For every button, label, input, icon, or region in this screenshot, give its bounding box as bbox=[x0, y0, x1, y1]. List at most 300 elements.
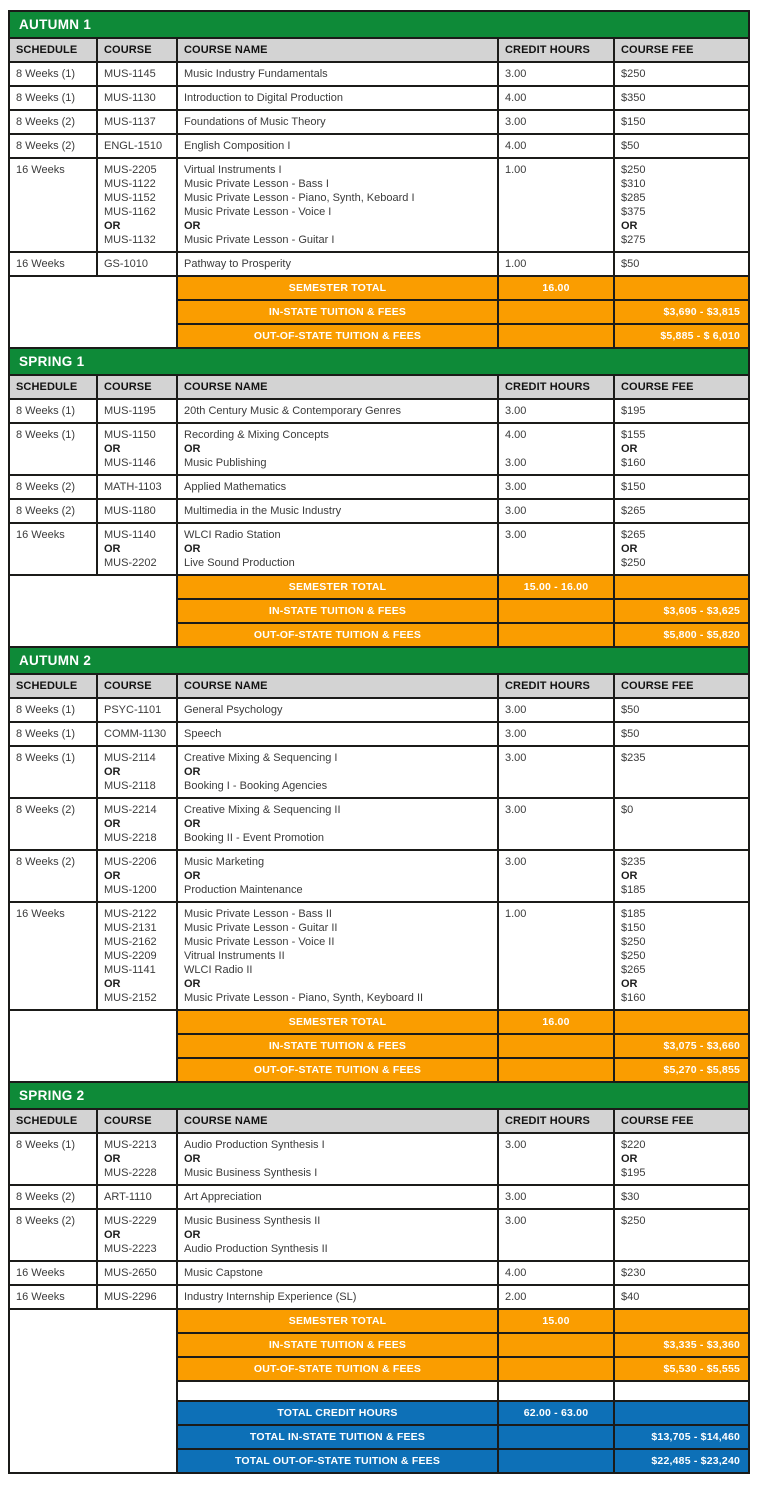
credit-hours-cell bbox=[498, 399, 614, 423]
course-fee-cell-line: $285 bbox=[621, 192, 646, 204]
totals-left-blank-cell bbox=[9, 1010, 177, 1082]
total-fee-cell: $5,530 - $5,555 bbox=[614, 1357, 749, 1381]
semester-total-row bbox=[9, 276, 749, 300]
credit-hours-cell-line: 4.00 bbox=[505, 92, 527, 104]
section-header-spring-1: SPRING 1 bbox=[9, 348, 749, 375]
course-cell-line: MUS-1195 bbox=[104, 405, 156, 417]
course-fee-cell bbox=[614, 798, 749, 850]
course-cell-line: ART-1110 bbox=[104, 1191, 152, 1203]
course-name-cell-line: Industry Internship Experience (SL) bbox=[184, 1291, 357, 1303]
course-cell-line: PSYC-1101 bbox=[104, 704, 162, 716]
column-header-row bbox=[9, 38, 749, 62]
credit-hours-cell bbox=[498, 698, 614, 722]
course-name-cell-line: OR bbox=[184, 1229, 201, 1241]
totals-left-blank-cell bbox=[9, 1309, 177, 1473]
column-header-schedule: SCHEDULE bbox=[9, 375, 97, 399]
course-cell bbox=[97, 1209, 177, 1261]
course-cell-line: COMM-1130 bbox=[104, 728, 167, 740]
credit-hours-cell-line: 3.00 bbox=[505, 481, 527, 493]
course-name-cell bbox=[177, 902, 498, 1010]
total-label-cell: SEMESTER TOTAL bbox=[177, 575, 498, 599]
course-cell bbox=[97, 399, 177, 423]
credit-hours-cell-line: 3.00 bbox=[505, 704, 527, 716]
course-fee-cell bbox=[614, 158, 749, 252]
course-fee-cell-line: $265 bbox=[621, 505, 646, 517]
schedule-cell-line: 8 Weeks (1) bbox=[16, 704, 76, 716]
column-header-course-fee: COURSE FEE bbox=[614, 1109, 749, 1133]
credit-hours-cell-line: 3.00 bbox=[505, 1191, 527, 1203]
column-header-schedule: SCHEDULE bbox=[9, 674, 97, 698]
course-cell bbox=[97, 698, 177, 722]
course-cell-line: MUS-2228 bbox=[104, 1167, 157, 1179]
credit-hours-cell bbox=[498, 158, 614, 252]
schedule-cell bbox=[9, 399, 97, 423]
course-cell bbox=[97, 850, 177, 902]
total-label-cell: OUT-OF-STATE TUITION & FEES bbox=[177, 324, 498, 348]
course-cell-line: MUS-1200 bbox=[104, 884, 157, 896]
course-name-cell bbox=[177, 86, 498, 110]
column-header-course: COURSE bbox=[97, 1109, 177, 1133]
course-name-cell bbox=[177, 850, 498, 902]
total-credit-cell bbox=[498, 324, 614, 348]
course-cell bbox=[97, 499, 177, 523]
credit-hours-cell-line: 4.00 bbox=[505, 429, 527, 441]
course-cell-line: OR bbox=[104, 978, 121, 990]
course-fee-cell-line: $230 bbox=[621, 1267, 646, 1279]
course-cell-line: OR bbox=[104, 443, 121, 455]
course-fee-cell-line: $150 bbox=[621, 116, 646, 128]
course-fee-cell-line: $235 bbox=[621, 856, 646, 868]
credit-hours-cell bbox=[498, 62, 614, 86]
column-header-row bbox=[9, 375, 749, 399]
course-name-cell-line: Booking I - Booking Agencies bbox=[184, 780, 328, 792]
total-credit-cell bbox=[498, 300, 614, 324]
course-fee-cell-line: $220 bbox=[621, 1139, 646, 1151]
course-fee-cell-line: $310 bbox=[621, 178, 646, 190]
course-fee-cell-line: $265 bbox=[621, 964, 646, 976]
course-cell-line: OR bbox=[104, 1153, 121, 1165]
course-name-cell-line: Music Private Lesson - Bass II bbox=[184, 908, 332, 920]
course-fee-cell-line: $150 bbox=[621, 922, 646, 934]
course-row bbox=[9, 1209, 749, 1261]
course-cell bbox=[97, 423, 177, 475]
schedule-cell bbox=[9, 62, 97, 86]
schedule-cell bbox=[9, 850, 97, 902]
credit-hours-cell bbox=[498, 423, 614, 475]
course-fee-cell-line: $235 bbox=[621, 752, 646, 764]
course-name-cell-line: Music Private Lesson - Voice II bbox=[184, 936, 335, 948]
schedule-cell bbox=[9, 252, 97, 276]
course-row bbox=[9, 423, 749, 475]
course-cell-line: OR bbox=[104, 870, 121, 882]
schedule-cell bbox=[9, 475, 97, 499]
course-name-cell bbox=[177, 798, 498, 850]
schedule-cell-line: 8 Weeks (2) bbox=[16, 140, 76, 152]
course-cell-line: MUS-1122 bbox=[104, 178, 156, 190]
schedule-cell bbox=[9, 158, 97, 252]
total-credit-cell bbox=[498, 1034, 614, 1058]
schedule-cell bbox=[9, 1133, 97, 1185]
schedule-cell bbox=[9, 902, 97, 1010]
grand-total-label-cell: TOTAL CREDIT HOURS bbox=[177, 1401, 498, 1425]
course-row bbox=[9, 523, 749, 575]
credit-hours-cell-line: 1.00 bbox=[505, 908, 527, 920]
spacer-cell bbox=[498, 1381, 614, 1401]
course-cell-line: MUS-1137 bbox=[104, 116, 156, 128]
column-header-credit-hours: CREDIT HOURS bbox=[498, 1109, 614, 1133]
credit-hours-cell bbox=[498, 475, 614, 499]
course-cell bbox=[97, 1185, 177, 1209]
total-credit-cell bbox=[498, 599, 614, 623]
course-name-cell bbox=[177, 1209, 498, 1261]
schedule-cell bbox=[9, 722, 97, 746]
course-fee-cell bbox=[614, 1261, 749, 1285]
course-name-cell bbox=[177, 252, 498, 276]
course-row bbox=[9, 86, 749, 110]
course-name-cell-line: Art Appreciation bbox=[184, 1191, 262, 1203]
grand-total-credit-cell: 62.00 - 63.00 bbox=[498, 1401, 614, 1425]
course-name-cell-line: OR bbox=[184, 220, 201, 232]
course-name-cell-line: Vitrual Instruments II bbox=[184, 950, 285, 962]
total-fee-cell bbox=[614, 1010, 749, 1034]
course-cell-line: MUS-2114 bbox=[104, 752, 156, 764]
course-fee-cell-line: OR bbox=[621, 1153, 638, 1165]
credit-hours-cell bbox=[498, 1209, 614, 1261]
total-fee-cell bbox=[614, 276, 749, 300]
course-fee-cell bbox=[614, 62, 749, 86]
course-fee-cell bbox=[614, 746, 749, 798]
course-name-cell bbox=[177, 399, 498, 423]
course-fee-cell-line: $275 bbox=[621, 234, 646, 246]
credit-hours-cell-line: 3.00 bbox=[505, 856, 527, 868]
course-cell-line: MUS-2131 bbox=[104, 922, 157, 934]
credit-hours-cell-line: 3.00 bbox=[505, 728, 527, 740]
course-cell-line: MUS-2202 bbox=[104, 557, 157, 569]
total-credit-cell bbox=[498, 1333, 614, 1357]
course-name-cell-line: Audio Production Synthesis II bbox=[184, 1243, 328, 1255]
course-name-cell-line: Music Capstone bbox=[184, 1267, 263, 1279]
total-label-cell: SEMESTER TOTAL bbox=[177, 1309, 498, 1333]
course-name-cell bbox=[177, 1185, 498, 1209]
course-row bbox=[9, 134, 749, 158]
course-cell-line: MUS-2118 bbox=[104, 780, 156, 792]
course-fee-cell bbox=[614, 902, 749, 1010]
total-label-cell: IN-STATE TUITION & FEES bbox=[177, 1333, 498, 1357]
course-name-cell-line: Music Private Lesson - Piano, Synth, Keboard I bbox=[184, 192, 415, 204]
course-cell bbox=[97, 62, 177, 86]
schedule-cell-line: 8 Weeks (2) bbox=[16, 1191, 76, 1203]
course-fee-cell-line: OR bbox=[621, 220, 638, 232]
course-cell-line: MUS-2650 bbox=[104, 1267, 157, 1279]
course-cell bbox=[97, 523, 177, 575]
section-header-autumn-2: AUTUMN 2 bbox=[9, 647, 749, 674]
course-cell bbox=[97, 1285, 177, 1309]
total-label-cell: SEMESTER TOTAL bbox=[177, 1010, 498, 1034]
credit-hours-cell bbox=[498, 252, 614, 276]
course-fee-cell bbox=[614, 86, 749, 110]
course-name-cell-line: Music Marketing bbox=[184, 856, 265, 868]
credit-hours-cell bbox=[498, 499, 614, 523]
course-cell-line: MUS-1141 bbox=[104, 964, 156, 976]
course-fee-cell bbox=[614, 1285, 749, 1309]
course-row bbox=[9, 1285, 749, 1309]
course-fee-cell-line: $160 bbox=[621, 992, 646, 1004]
schedule-cell bbox=[9, 134, 97, 158]
column-header-credit-hours: CREDIT HOURS bbox=[498, 375, 614, 399]
course-fee-cell-line: $150 bbox=[621, 481, 646, 493]
course-cell-line: MUS-2218 bbox=[104, 832, 157, 844]
course-name-cell bbox=[177, 1285, 498, 1309]
course-fee-cell bbox=[614, 252, 749, 276]
course-name-cell bbox=[177, 499, 498, 523]
credit-hours-cell bbox=[498, 1261, 614, 1285]
course-cell bbox=[97, 475, 177, 499]
credit-hours-cell bbox=[498, 850, 614, 902]
course-row bbox=[9, 746, 749, 798]
course-name-cell-line: Audio Production Synthesis I bbox=[184, 1139, 325, 1151]
total-fee-cell: $3,605 - $3,625 bbox=[614, 599, 749, 623]
section-title-row bbox=[9, 1082, 749, 1109]
course-cell-line: MUS-2205 bbox=[104, 164, 157, 176]
course-cell-line: MUS-1130 bbox=[104, 92, 156, 104]
credit-hours-cell bbox=[498, 110, 614, 134]
course-cell-line: MUS-1146 bbox=[104, 457, 156, 469]
course-cell bbox=[97, 902, 177, 1010]
schedule-cell-line: 16 Weeks bbox=[16, 1291, 65, 1303]
course-fee-cell-line: $40 bbox=[621, 1291, 640, 1303]
course-cell bbox=[97, 798, 177, 850]
credit-hours-cell-line: 4.00 bbox=[505, 140, 527, 152]
schedule-cell bbox=[9, 86, 97, 110]
course-cell-line: OR bbox=[104, 543, 121, 555]
course-fee-cell bbox=[614, 722, 749, 746]
course-cell bbox=[97, 722, 177, 746]
total-credit-cell: 16.00 bbox=[498, 276, 614, 300]
credit-hours-cell-line: 3.00 bbox=[505, 116, 527, 128]
schedule-cell bbox=[9, 698, 97, 722]
course-name-cell-line: Music Private Lesson - Bass I bbox=[184, 178, 329, 190]
course-cell-line: OR bbox=[104, 1229, 121, 1241]
spacer-cell bbox=[177, 1381, 498, 1401]
column-header-course: COURSE bbox=[97, 674, 177, 698]
total-credit-cell: 15.00 bbox=[498, 1309, 614, 1333]
schedule-cell bbox=[9, 423, 97, 475]
grand-total-fee-cell: $22,485 - $23,240 bbox=[614, 1449, 749, 1473]
totals-left-blank-cell bbox=[9, 575, 177, 647]
credit-hours-cell-line: 2.00 bbox=[505, 1291, 527, 1303]
column-header-course: COURSE bbox=[97, 38, 177, 62]
section-title-row bbox=[9, 348, 749, 375]
course-name-cell bbox=[177, 523, 498, 575]
course-name-cell-line: Virtual Instruments I bbox=[184, 164, 282, 176]
course-fee-cell bbox=[614, 1185, 749, 1209]
course-name-cell-line: Pathway to Prosperity bbox=[184, 258, 291, 270]
course-name-cell-line: Music Private Lesson - Piano, Synth, Keyboard II bbox=[184, 992, 424, 1004]
course-cell-line: ENGL-1510 bbox=[104, 140, 163, 152]
column-header-course-fee: COURSE FEE bbox=[614, 38, 749, 62]
course-name-cell bbox=[177, 722, 498, 746]
schedule-cell bbox=[9, 798, 97, 850]
course-cell-line: MATH-1103 bbox=[104, 481, 162, 493]
spacer-cell bbox=[614, 1381, 749, 1401]
course-name-cell-line: Recording & Mixing Concepts bbox=[184, 429, 329, 441]
course-row bbox=[9, 1185, 749, 1209]
course-name-cell-line: OR bbox=[184, 766, 201, 778]
total-fee-cell: $5,800 - $5,820 bbox=[614, 623, 749, 647]
course-fee-cell-line: $350 bbox=[621, 92, 646, 104]
grand-total-label-cell: TOTAL OUT-OF-STATE TUITION & FEES bbox=[177, 1449, 498, 1473]
schedule-cell-line: 8 Weeks (1) bbox=[16, 728, 76, 740]
course-cell bbox=[97, 134, 177, 158]
credit-hours-cell bbox=[498, 902, 614, 1010]
section-title-row bbox=[9, 11, 749, 38]
credit-hours-cell bbox=[498, 1285, 614, 1309]
course-name-cell-line: Music Private Lesson - Guitar II bbox=[184, 922, 338, 934]
column-header-course-name: COURSE NAME bbox=[177, 38, 498, 62]
course-name-cell-line: WLCI Radio Station bbox=[184, 529, 281, 541]
course-fee-cell-line: OR bbox=[621, 443, 638, 455]
course-cell-line: MUS-2223 bbox=[104, 1243, 157, 1255]
course-fee-cell-line: $155 bbox=[621, 429, 646, 441]
course-name-cell bbox=[177, 698, 498, 722]
course-fee-cell-line: $160 bbox=[621, 457, 646, 469]
course-fee-cell bbox=[614, 698, 749, 722]
total-fee-cell: $3,075 - $3,660 bbox=[614, 1034, 749, 1058]
course-cell-line: MUS-1145 bbox=[104, 68, 156, 80]
course-row bbox=[9, 399, 749, 423]
course-name-cell-line: Applied Mathematics bbox=[184, 481, 287, 493]
schedule-cell-line: 8 Weeks (1) bbox=[16, 752, 76, 764]
credit-hours-cell-line: 3.00 bbox=[505, 804, 527, 816]
course-row bbox=[9, 1133, 749, 1185]
course-name-cell bbox=[177, 423, 498, 475]
course-cell-line: GS-1010 bbox=[104, 258, 149, 270]
course-fee-cell-line: OR bbox=[621, 978, 638, 990]
course-name-cell bbox=[177, 746, 498, 798]
course-name-cell-line: Introduction to Digital Production bbox=[184, 92, 343, 104]
course-row bbox=[9, 902, 749, 1010]
course-name-cell bbox=[177, 158, 498, 252]
course-fee-cell-line: $250 bbox=[621, 68, 646, 80]
course-name-cell-line: 20th Century Music & Contemporary Genres bbox=[184, 405, 402, 417]
course-fee-cell bbox=[614, 423, 749, 475]
total-label-cell: IN-STATE TUITION & FEES bbox=[177, 1034, 498, 1058]
course-name-cell-line: OR bbox=[184, 443, 201, 455]
course-name-cell-line: English Composition I bbox=[184, 140, 291, 152]
schedule-cell bbox=[9, 110, 97, 134]
course-cell-line: OR bbox=[104, 766, 121, 778]
course-name-cell-line: OR bbox=[184, 978, 201, 990]
course-name-cell-line: Music Private Lesson - Voice I bbox=[184, 206, 332, 218]
course-cell bbox=[97, 110, 177, 134]
course-name-cell-line: Multimedia in the Music Industry bbox=[184, 505, 342, 517]
course-fee-cell-line: $250 bbox=[621, 557, 646, 569]
schedule-cell-line: 16 Weeks bbox=[16, 164, 65, 176]
schedule-cell-line: 8 Weeks (2) bbox=[16, 856, 76, 868]
course-fee-cell-line: $50 bbox=[621, 704, 640, 716]
course-name-cell-line: OR bbox=[184, 818, 201, 830]
course-cell-line: OR bbox=[104, 818, 121, 830]
schedule-cell-line: 8 Weeks (2) bbox=[16, 116, 76, 128]
schedule-cell-line: 8 Weeks (1) bbox=[16, 1139, 76, 1151]
credit-hours-cell-line: 4.00 bbox=[505, 1267, 527, 1279]
course-row bbox=[9, 62, 749, 86]
course-cell bbox=[97, 158, 177, 252]
schedule-cell bbox=[9, 1261, 97, 1285]
schedule-cell-line: 16 Weeks bbox=[16, 529, 65, 541]
total-credit-cell bbox=[498, 623, 614, 647]
total-credit-cell: 15.00 - 16.00 bbox=[498, 575, 614, 599]
course-name-cell-line: OR bbox=[184, 543, 201, 555]
semester-total-row bbox=[9, 575, 749, 599]
course-row bbox=[9, 1261, 749, 1285]
total-credit-cell: 16.00 bbox=[498, 1010, 614, 1034]
schedule-cell-line: 8 Weeks (1) bbox=[16, 429, 76, 441]
course-fee-cell-line: $375 bbox=[621, 206, 646, 218]
total-label-cell: OUT-OF-STATE TUITION & FEES bbox=[177, 1058, 498, 1082]
course-name-cell bbox=[177, 134, 498, 158]
course-name-cell bbox=[177, 475, 498, 499]
course-fee-cell bbox=[614, 399, 749, 423]
course-fee-cell-line: $185 bbox=[621, 884, 646, 896]
course-cell-line: MUS-1132 bbox=[104, 234, 156, 246]
schedule-cell bbox=[9, 1185, 97, 1209]
course-fee-cell-line: OR bbox=[621, 543, 638, 555]
course-name-cell-line: Music Publishing bbox=[184, 457, 267, 469]
course-name-cell-line: Creative Mixing & Sequencing I bbox=[184, 752, 338, 764]
total-fee-cell bbox=[614, 575, 749, 599]
course-cell bbox=[97, 1261, 177, 1285]
course-row bbox=[9, 722, 749, 746]
course-cell-line: OR bbox=[104, 220, 121, 232]
schedule-cell bbox=[9, 746, 97, 798]
course-row bbox=[9, 110, 749, 134]
course-fee-cell-line: $185 bbox=[621, 908, 646, 920]
total-fee-cell: $3,335 - $3,360 bbox=[614, 1333, 749, 1357]
column-header-course: COURSE bbox=[97, 375, 177, 399]
credit-hours-cell-line: 1.00 bbox=[505, 258, 527, 270]
course-name-cell-line: Music Industry Fundamentals bbox=[184, 68, 328, 80]
course-fee-cell-line: $250 bbox=[621, 164, 646, 176]
course-fee-cell bbox=[614, 110, 749, 134]
course-name-cell-line: Speech bbox=[184, 728, 222, 740]
schedule-cell-line: 16 Weeks bbox=[16, 258, 65, 270]
credit-hours-cell-line: 1.00 bbox=[505, 164, 527, 176]
course-name-cell bbox=[177, 1133, 498, 1185]
schedule-cell-line: 8 Weeks (2) bbox=[16, 804, 76, 816]
course-name-cell-line: Music Private Lesson - Guitar I bbox=[184, 234, 335, 246]
schedule-cell-line: 8 Weeks (1) bbox=[16, 92, 76, 104]
course-cell-line: MUS-1162 bbox=[104, 206, 156, 218]
course-fee-cell bbox=[614, 134, 749, 158]
course-row bbox=[9, 698, 749, 722]
credit-hours-cell-line: 3.00 bbox=[505, 505, 527, 517]
course-cell-line: MUS-1150 bbox=[104, 429, 156, 441]
course-name-cell bbox=[177, 110, 498, 134]
course-name-cell-line: Music Business Synthesis II bbox=[184, 1215, 321, 1227]
course-fee-cell bbox=[614, 499, 749, 523]
course-cell-line: MUS-1180 bbox=[104, 505, 156, 517]
course-cell-line: MUS-2229 bbox=[104, 1215, 157, 1227]
course-name-cell-line: Creative Mixing & Sequencing II bbox=[184, 804, 341, 816]
course-cell-line: MUS-1152 bbox=[104, 192, 156, 204]
course-row bbox=[9, 850, 749, 902]
course-row bbox=[9, 158, 749, 252]
credit-hours-cell-line bbox=[505, 442, 607, 456]
totals-left-blank-cell bbox=[9, 276, 177, 348]
schedule-table-body bbox=[9, 11, 749, 1473]
course-row bbox=[9, 252, 749, 276]
